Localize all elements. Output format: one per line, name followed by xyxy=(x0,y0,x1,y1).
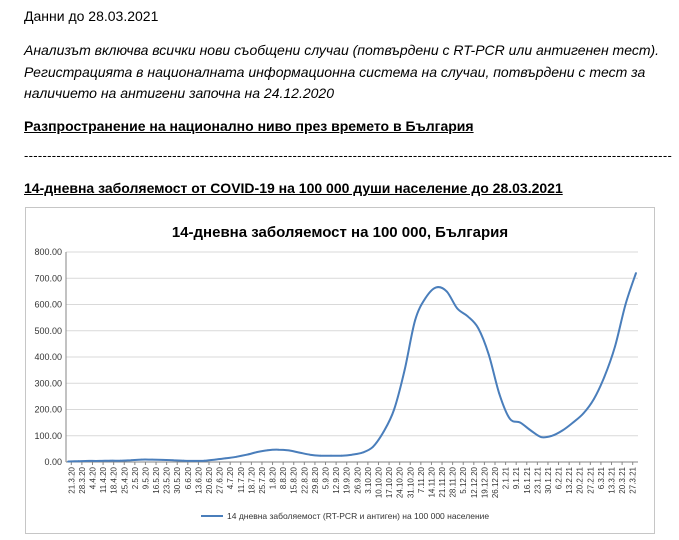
data-point xyxy=(456,308,458,310)
data-point xyxy=(109,460,111,462)
x-tick-label: 29.8.20 xyxy=(310,467,320,494)
data-point xyxy=(414,319,416,321)
x-tick-label: 11.4.20 xyxy=(99,467,109,494)
x-tick-label: 2.5.20 xyxy=(130,467,140,490)
data-point xyxy=(362,452,364,454)
x-tick-label: 16.1.21 xyxy=(522,467,532,494)
y-axis-ticks xyxy=(34,247,62,467)
x-tick-label: 5.12.20 xyxy=(459,467,469,494)
chart-title: 14-дневна заболяемост на 100 000, България xyxy=(171,224,509,241)
x-axis-ticks xyxy=(67,466,637,498)
data-point xyxy=(183,460,185,462)
x-tick-label: 27.6.20 xyxy=(215,467,225,494)
data-point xyxy=(540,436,542,438)
data-point xyxy=(562,430,564,432)
data-point xyxy=(635,272,637,274)
data-point xyxy=(225,457,227,459)
x-tick-label: 4.4.20 xyxy=(88,467,98,490)
x-tick-label: 6.2.21 xyxy=(554,467,564,490)
data-point xyxy=(372,446,374,448)
data-point xyxy=(214,459,216,461)
data-point xyxy=(467,315,469,317)
x-tick-label: 10.10.20 xyxy=(374,467,384,499)
x-tick-label: 27.3.21 xyxy=(628,467,638,494)
series-line xyxy=(68,273,636,462)
data-point xyxy=(162,459,164,461)
data-point xyxy=(446,291,448,293)
data-point xyxy=(477,327,479,329)
x-tick-label: 20.3.21 xyxy=(618,467,628,494)
x-tick-label: 16.5.20 xyxy=(152,467,162,494)
data-point xyxy=(593,398,595,400)
data-point xyxy=(151,459,153,461)
x-tick-label: 7.11.20 xyxy=(416,467,426,494)
x-tick-label: 20.6.20 xyxy=(205,467,214,494)
data-point xyxy=(604,376,606,378)
x-tick-label: 9.1.21 xyxy=(512,467,522,490)
date-line: Данни до 28.03.2021 xyxy=(24,8,159,24)
data-point xyxy=(583,413,585,415)
x-tick-label: 21.11.20 xyxy=(438,467,448,498)
data-point xyxy=(572,422,574,424)
series-layer xyxy=(67,272,637,462)
x-tick-label: 23.5.20 xyxy=(162,467,172,494)
x-tick-label: 22.8.20 xyxy=(300,467,310,494)
chart-heading: 14-дневна заболяемост от COVID-19 на 100 000 души население до 28.03.2021 xyxy=(24,180,563,196)
data-point xyxy=(267,449,269,451)
x-tick-label: 18.4.20 xyxy=(109,467,119,494)
x-tick-label: 15.8.20 xyxy=(289,467,299,494)
x-tick-label: 23.1.21 xyxy=(533,467,543,494)
data-point xyxy=(288,450,290,452)
data-point xyxy=(625,304,627,306)
x-tick-label: 11.7.20 xyxy=(236,467,246,494)
data-point xyxy=(309,454,311,456)
x-tick-label: 13.2.21 xyxy=(565,467,575,494)
x-tick-label: 20.2.21 xyxy=(575,467,585,494)
y-tick-label: 300.00 xyxy=(34,378,62,389)
x-tick-label: 18.7.20 xyxy=(247,467,257,494)
x-tick-label: 12.12.20 xyxy=(469,467,479,499)
x-tick-label: 26.12.20 xyxy=(491,467,500,499)
y-tick-label: 200.00 xyxy=(34,404,62,415)
data-point xyxy=(204,460,206,462)
x-tick-label: 26.9.20 xyxy=(353,467,363,494)
y-tick-label: 400.00 xyxy=(34,352,62,362)
data-point xyxy=(330,455,332,457)
x-tick-label: 17.10.20 xyxy=(385,467,395,499)
data-point xyxy=(78,460,80,462)
data-point xyxy=(246,454,248,456)
data-point xyxy=(509,418,511,420)
y-tick-label: 0.00 xyxy=(44,457,62,467)
data-point xyxy=(256,451,258,453)
x-tick-label: 13.6.20 xyxy=(194,467,204,494)
y-tick-label: 500.00 xyxy=(34,325,62,336)
y-tick-label: 100.00 xyxy=(34,430,62,441)
data-point xyxy=(278,449,280,451)
data-point xyxy=(351,454,353,456)
x-tick-label: 31.10.20 xyxy=(406,467,416,499)
data-point xyxy=(488,354,490,356)
data-point xyxy=(425,297,427,299)
data-point xyxy=(193,460,195,462)
x-tick-label: 12.9.20 xyxy=(332,467,342,494)
data-point xyxy=(88,460,90,462)
x-tick-label: 4.7.20 xyxy=(226,467,236,490)
y-tick-label: 700.00 xyxy=(34,273,62,284)
axes xyxy=(66,252,638,465)
data-point xyxy=(435,287,437,289)
x-tick-label: 28.11.20 xyxy=(448,467,458,498)
x-tick-label: 6.3.21 xyxy=(596,467,606,490)
x-tick-label: 28.3.20 xyxy=(77,467,87,494)
data-point xyxy=(141,459,143,461)
data-point xyxy=(530,430,532,432)
data-point xyxy=(393,409,395,411)
x-tick-label: 30.1.21 xyxy=(543,467,553,494)
x-tick-label: 24.10.20 xyxy=(395,467,405,499)
data-point xyxy=(383,431,385,433)
section-heading: Разпространение на национално ниво през времето в България xyxy=(24,118,474,134)
data-point xyxy=(519,422,521,424)
data-point xyxy=(299,452,301,454)
x-tick-label: 19.12.20 xyxy=(480,467,490,499)
x-tick-label: 5.9.20 xyxy=(321,467,331,490)
x-tick-label: 25.7.20 xyxy=(257,467,267,494)
x-tick-label: 25.4.20 xyxy=(120,467,130,494)
incidence-chart xyxy=(26,208,654,533)
data-point xyxy=(341,455,343,457)
x-tick-label: 27.2.21 xyxy=(586,467,596,494)
data-point xyxy=(99,460,101,462)
legend xyxy=(201,511,489,521)
chart-frame xyxy=(25,207,655,534)
x-tick-label: 2.1.21 xyxy=(501,467,511,490)
data-point xyxy=(130,459,132,461)
x-tick-label: 8.8.20 xyxy=(279,467,289,490)
x-tick-label: 1.8.20 xyxy=(268,467,278,490)
analysis-note: Анализът включва всички нови съобщени случаи (потвърдени с RT-PCR или антигенен тест). Регистрацията в националната информационна система на случаи, потвърдени с тест за наличието на антигени започна на 24.12.2020 xyxy=(24,42,660,101)
x-tick-label: 6.6.20 xyxy=(183,467,193,490)
x-tick-label: 19.9.20 xyxy=(342,467,352,494)
y-tick-label: 800.00 xyxy=(34,247,62,257)
data-point xyxy=(498,393,500,395)
separator-line: -------------------------------------------------------------------------------------------------------------------------------------------- xyxy=(24,148,673,163)
data-point xyxy=(67,461,69,463)
y-tick-label: 600.00 xyxy=(34,299,62,310)
x-tick-label: 9.5.20 xyxy=(141,467,151,490)
data-point xyxy=(320,455,322,457)
x-tick-label: 14.11.20 xyxy=(427,467,437,498)
data-point xyxy=(404,369,406,371)
data-point xyxy=(172,459,174,461)
x-tick-label: 21.3.20 xyxy=(67,467,77,494)
x-tick-label: 30.5.20 xyxy=(173,467,183,494)
legend-label: 14 дневна заболяемост (RT-PCR и антиген) на 100 000 население xyxy=(227,511,490,521)
data-point xyxy=(614,346,616,348)
x-tick-label: 13.3.21 xyxy=(607,467,617,494)
data-point xyxy=(120,460,122,462)
grid-lines xyxy=(66,252,638,436)
x-tick-label: 3.10.20 xyxy=(363,467,373,494)
data-point xyxy=(235,456,237,458)
data-point xyxy=(551,435,553,437)
